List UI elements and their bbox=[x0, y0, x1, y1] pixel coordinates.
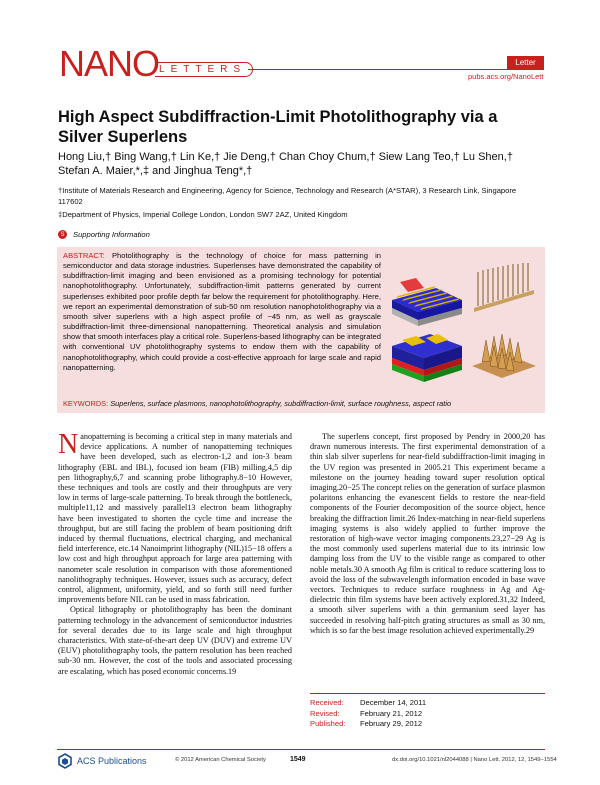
published-date: February 29, 2012 bbox=[360, 719, 423, 728]
logo-letters: LETTERS bbox=[155, 62, 253, 77]
paragraph-1: anopatterning is becoming a critical step in many materials and device applications. A number of nanopatterning techniques have been developed, such as electron-1,2 and ion-3 beam lithography (EBL and IBL), focused ion beam (FIB) milling,4,5 dip pen lithography,6,7 and scanning probe lithography.8−10 However, these techniques and tools are costly and their throughputs are very low in terms of large-scale patterning. To break through the bottleneck, multiple11,12 and massively parallel13 electron beam lithography have been investigated to shorten the cycle time and increase the throughput, but are still facing the problem of beam positioning drift induced by thermal fluctuations, electrical charging, and mechanical field interference, etc.14 Nanoimprint lithography (NIL)15−18 offers a low cost and high throughput approach for large area patterning with nanometer scale resolution in comparison with those aforementioned nanolithography techniques. However, issues such as accuracy, defect control, alignment, uniformity, yield, and so forth still need further improvements before NIL can be used in mass fabrication. bbox=[58, 432, 292, 605]
revised-date: February 21, 2012 bbox=[360, 708, 423, 718]
header-rule bbox=[248, 69, 544, 70]
superlens-structure-diagram bbox=[392, 278, 462, 326]
revised-row bbox=[310, 709, 545, 720]
doi-link[interactable]: dx.doi.org/10.1021/nl2044088 | Nano Lett. 2012, 12, 1549−1554 bbox=[392, 757, 557, 763]
abstract-text: Photolithography is the technology of choice for mass patterning in semiconductor and data storage industries. Superlenses have demonstrated the capability of subdiffraction-limit imaging and been envisioned as a promising technology for potential nanophotolithography. Unfortunately, subdiffraction-limit patterns generated by current superlenses exhibited poor profile depth far below the requirement for photolithography. Here, we report an experimental demonstration of sub-50 nm resolution nanophotolithography via a smooth silver superlens with a high aspect profile of ~45 nm, as well as grayscale subdiffraction-limit three-dimensional nanopatterning. Theoretical analysis and simulation show that smooth interfaces play a critical role. Superlens-based lithography can be integrated with conventional UV photolithography systems to endow them with the capability of nanophotolithography, which could provide a cost-effective approach for large scale and rapid nanopatterning. bbox=[63, 251, 381, 372]
article-title: High Aspect Subdiffraction-Limit Photolithography via a Silver Superlens bbox=[58, 108, 498, 146]
abstract bbox=[63, 251, 381, 373]
body-column-right bbox=[310, 432, 545, 636]
affiliation-2: ‡Department of Physics, Imperial College London, London SW7 2AZ, United Kingdom bbox=[58, 210, 348, 219]
publication-history bbox=[310, 693, 545, 730]
author-list: Hong Liu,† Bing Wang,† Lin Ke,† Jie Deng,† Chan Choy Chum,† Siew Lang Teo,† Lu Shen,† Stefan A. Maier,*,‡ and Jinghua Teng*,† bbox=[58, 151, 513, 177]
affiliation-1: †Institute of Materials Research and Engineering, Agency for Science, Technology and Research (A*STAR), 3 Research Link, Singapore 117602 bbox=[58, 186, 517, 206]
journal-logo bbox=[59, 41, 253, 84]
supporting-info-label: Supporting Information bbox=[73, 230, 150, 239]
keywords-label: KEYWORDS: bbox=[63, 399, 109, 408]
supporting-info-link[interactable] bbox=[58, 230, 150, 239]
afm-3d-pattern-image bbox=[472, 334, 536, 378]
copyright: © 2012 American Chemical Society bbox=[175, 757, 266, 763]
page-number: 1549 bbox=[290, 756, 306, 763]
logo-nano: NANO bbox=[59, 43, 160, 84]
keywords-list: Superlens, surface plasmons, nanophotolithography, subdiffraction-limit, surface roughness, aspect ratio bbox=[110, 399, 452, 408]
revised-label: Revised: bbox=[310, 708, 340, 718]
drop-cap: N bbox=[58, 429, 79, 460]
abstract-label: ABSTRACT: bbox=[63, 251, 105, 260]
acs-publications-logo bbox=[57, 753, 147, 769]
received-label: Received: bbox=[310, 698, 344, 707]
article-type-badge: Letter bbox=[507, 56, 544, 69]
journal-url-link[interactable]: pubs.acs.org/NanoLett bbox=[468, 72, 544, 81]
toc-graphic bbox=[386, 260, 539, 390]
paragraph-2: Optical lithography or photolithography has been the dominant patterning technology in the advancement of semiconductor industries for several decades due to its large scale and high throughput characteristics. With state-of-the-art deep UV (DUV) and extreme UV (EUV) photolithography tools, the pattern resolution has been reached sub-30 nm. However, the cost of the tools and associated processing are escalating, which has posed economic concerns.19 bbox=[58, 605, 292, 676]
received-row bbox=[310, 698, 545, 709]
acs-hexagon-icon bbox=[57, 753, 73, 769]
supporting-info-icon: S bbox=[58, 230, 67, 239]
layered-stack-diagram bbox=[392, 334, 462, 382]
received-date: December 14, 2011 bbox=[360, 698, 427, 707]
published-label: Published: bbox=[310, 719, 346, 728]
afm-grating-image bbox=[474, 263, 534, 312]
published-row bbox=[310, 719, 545, 730]
paragraph-3: The superlens concept, first proposed by Pendry in 2000,20 has drawn numerous interests. The first experimental demonstration of a thin slab silver superlens for near-field subdiffraction-limit imaging in the UV region was presented in 2005.21 This experiment became a milestone on the journey heading toward super resolution optical imaging.20−25 The concept relies on the generation of surface plasmon polaritons enhancing the evanescent fields to restore the near-field components of the Fourier decomposition of the source object, hence breaking the diffraction limit.26 Index-matching in near-field superlens imaging systems is also widely applied to further improve the restoration of high-wave vector imaging components.23,27−29 Ag is the most commonly used superlens material due to its intrinsic low damping loss from the UV to the visible range as compared to other noble metals.30 A smooth Ag film is critical to reduce scattering loss to avoid the loss of the subwavelength information encoded in base wave vectors. Techniques to reduce surface roughness in Ag and Ag-dielectric thin film systems have been actively explored.31,32 Indeed, a smooth silver superlens with a thin germanium seed layer has succeeded in resolving half-pitch grating structures as small as 30 nm, which is so far the best image resolution achieved experimentally.29 bbox=[310, 432, 546, 635]
keywords bbox=[63, 399, 533, 408]
publisher-name: ACS Publications bbox=[77, 756, 147, 766]
body-column-left bbox=[58, 429, 292, 677]
footer-rule bbox=[57, 749, 545, 750]
